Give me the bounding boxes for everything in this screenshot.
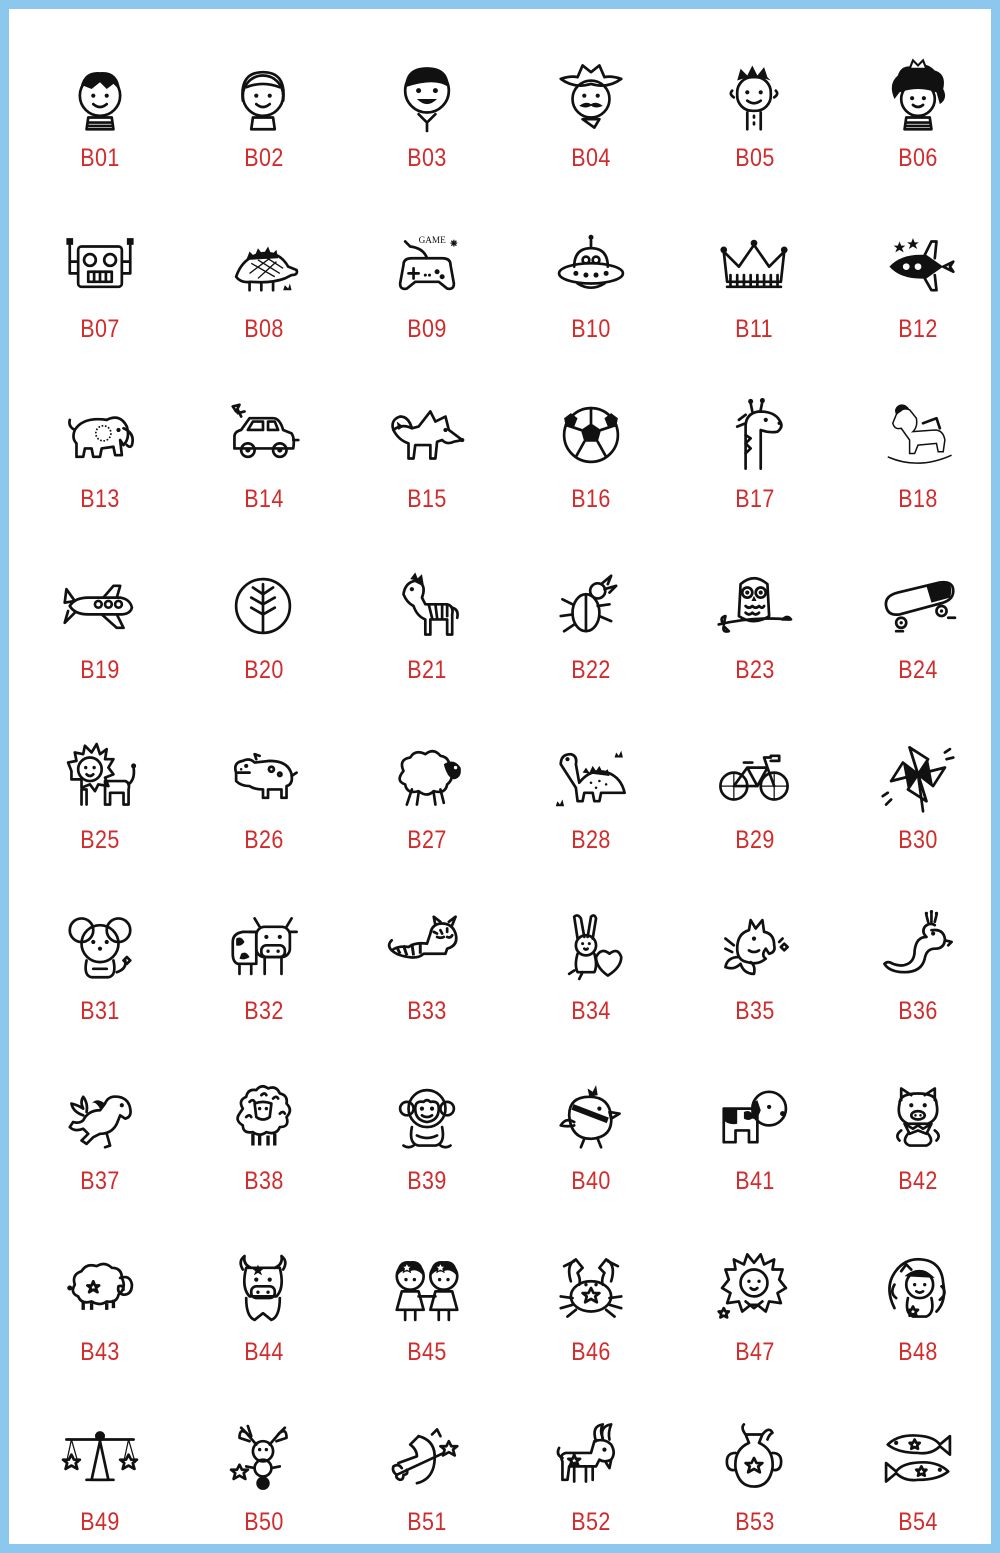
mouse-icon	[58, 905, 142, 989]
stamp-item	[18, 1041, 182, 1212]
stamp-item	[182, 700, 346, 871]
stamp-item	[18, 1382, 182, 1553]
stamp-code-label: B32	[243, 996, 284, 1025]
stamp-code-label: B21	[407, 655, 447, 684]
stamp-code-label: B48	[898, 1337, 938, 1366]
stamp-item	[836, 1041, 1000, 1212]
stamp-item	[509, 1212, 673, 1383]
stamp-code-label: B38	[243, 1167, 284, 1196]
stamp-code-label: B43	[80, 1337, 120, 1366]
stamp-code-label: B45	[407, 1337, 447, 1366]
stamp-code-label: B40	[571, 1167, 611, 1196]
smiling-boy-face-icon	[385, 52, 469, 136]
puppy-icon	[712, 1075, 796, 1159]
stamp-code-label: B09	[407, 314, 447, 343]
stamp-code-label: B27	[407, 826, 447, 855]
stamp-code-label: B35	[734, 996, 775, 1025]
stamp-code-label: B33	[407, 996, 447, 1025]
stamp-code-label: B54	[898, 1508, 938, 1537]
stamp-item	[182, 1212, 346, 1383]
stamp-code-label: B18	[898, 485, 938, 514]
mustache-cowboy-face-icon	[549, 52, 633, 136]
stamp-item	[182, 1041, 346, 1212]
stamp-code-label: B17	[734, 485, 775, 514]
stamp-code-label: B26	[243, 826, 284, 855]
stamp-item	[509, 530, 673, 701]
sheep-icon	[385, 734, 469, 818]
stamp-item	[18, 1212, 182, 1383]
stamp-item	[673, 189, 837, 360]
stamp-item	[345, 1212, 509, 1383]
stamp-item	[673, 700, 837, 871]
stamp-item	[836, 18, 1000, 189]
stamp-item	[673, 1041, 837, 1212]
bicycle-icon	[712, 734, 796, 818]
stamp-item	[18, 189, 182, 360]
stamp-item	[673, 871, 837, 1042]
owl-on-branch-icon	[712, 564, 796, 648]
girl-crown-face-icon	[876, 52, 960, 136]
stamp-item	[509, 700, 673, 871]
scorpio-icon	[221, 1416, 305, 1500]
stamp-code-label: B28	[571, 826, 611, 855]
stamp-item	[18, 530, 182, 701]
rabbit-heart-icon	[549, 905, 633, 989]
stamp-item	[18, 871, 182, 1042]
stamp-item	[836, 359, 1000, 530]
gemini-twins-icon	[385, 1246, 469, 1330]
crown-icon	[712, 223, 796, 307]
aquarius-vase-icon	[712, 1416, 796, 1500]
stamp-item	[18, 700, 182, 871]
sagittarius-bow-icon	[385, 1416, 469, 1500]
stamp-code-label: B39	[407, 1167, 447, 1196]
stamp-code-label: B51	[407, 1508, 447, 1537]
stamp-item	[182, 1382, 346, 1553]
leaf-circle-icon	[221, 564, 305, 648]
stamp-item	[673, 18, 837, 189]
pig-icon	[876, 1075, 960, 1159]
stamp-item	[673, 359, 837, 530]
stamp-item	[673, 530, 837, 701]
stamp-item	[182, 189, 346, 360]
stamp-item	[345, 359, 509, 530]
stamp-code-label: B04	[571, 144, 611, 172]
stamp-item	[345, 530, 509, 701]
stamp-code-label: B25	[80, 826, 120, 855]
stamp-item	[509, 871, 673, 1042]
stamp-code-label: B44	[243, 1337, 284, 1366]
stamp-item	[182, 871, 346, 1042]
toy-car-icon	[221, 393, 305, 477]
pinwheel-icon	[876, 734, 960, 818]
stamp-code-label: B15	[407, 485, 447, 514]
stamp-code-label: B05	[734, 144, 775, 172]
stamp-item	[509, 189, 673, 360]
stamp-code-label: B31	[80, 996, 120, 1025]
stamp-item	[345, 871, 509, 1042]
stegosaurus-icon	[221, 223, 305, 307]
stamp-code-label: B29	[734, 826, 775, 855]
stamp-code-label: B22	[571, 655, 611, 684]
stamp-code-label: B52	[571, 1508, 611, 1537]
stamp-code-label: B12	[898, 314, 938, 343]
stamp-code-label: B47	[734, 1337, 775, 1366]
stamp-code-label: B13	[80, 485, 120, 514]
stamp-item	[345, 189, 509, 360]
giraffe-icon	[712, 393, 796, 477]
stamp-item	[673, 1382, 837, 1553]
stamp-item	[673, 1212, 837, 1383]
dragon-icon	[712, 905, 796, 989]
soccer-ball-icon	[549, 393, 633, 477]
virgo-girl-icon	[876, 1246, 960, 1330]
boy-spiky-hair-icon	[712, 52, 796, 136]
capricorn-goat-icon	[549, 1416, 633, 1500]
stamp-item	[182, 359, 346, 530]
skateboard-icon	[876, 564, 960, 648]
stamp-item	[345, 1041, 509, 1212]
stamp-code-label: B03	[407, 144, 447, 172]
stamp-code-label: B41	[734, 1167, 775, 1196]
stamp-code-label: B42	[898, 1167, 938, 1196]
lion-icon	[58, 734, 142, 818]
stamp-code-label: B07	[80, 314, 120, 343]
dinosaur-icon	[549, 734, 633, 818]
stamp-code-label: B02	[243, 144, 284, 172]
stamp-item	[836, 189, 1000, 360]
ufo-icon	[549, 223, 633, 307]
snake-icon	[876, 905, 960, 989]
stamp-code-label: B53	[734, 1508, 775, 1537]
stamp-code-label: B06	[898, 144, 938, 172]
fox-icon	[385, 393, 469, 477]
stamp-item	[836, 1212, 1000, 1383]
stamp-item	[836, 871, 1000, 1042]
curly-sheep-icon	[221, 1075, 305, 1159]
stamp-item	[345, 1382, 509, 1553]
stamp-item	[345, 700, 509, 871]
stamp-item	[345, 18, 509, 189]
stamp-item	[509, 1382, 673, 1553]
stamp-item	[18, 359, 182, 530]
stamp-code-label: B46	[571, 1337, 611, 1366]
leo-lion-icon	[712, 1246, 796, 1330]
stamp-code-label: B14	[243, 485, 284, 514]
stamp-code-label: B11	[735, 314, 774, 343]
stamp-code-label: B24	[898, 655, 938, 684]
stamp-code-label: B23	[734, 655, 775, 684]
stamp-item	[509, 1041, 673, 1212]
boy-face-icon	[58, 52, 142, 136]
running-horse-icon	[58, 1075, 142, 1159]
stamp-code-label: B10	[571, 314, 611, 343]
aries-ram-icon	[58, 1246, 142, 1330]
stamp-code-label: B36	[898, 996, 938, 1025]
stamp-grid	[18, 18, 1000, 1553]
elephant-icon	[58, 393, 142, 477]
stamp-code-label: B37	[80, 1167, 120, 1196]
libra-scales-icon	[58, 1416, 142, 1500]
stamp-item	[836, 700, 1000, 871]
zebra-icon	[385, 564, 469, 648]
stamp-code-label: B01	[80, 144, 120, 172]
rocket-icon	[876, 223, 960, 307]
stamp-code-label: B50	[243, 1508, 284, 1537]
stamp-code-label: B19	[80, 655, 120, 684]
monkey-icon	[385, 1075, 469, 1159]
stamp-item	[509, 359, 673, 530]
rocking-horse-icon	[876, 393, 960, 477]
sleeping-tiger-icon	[385, 905, 469, 989]
icon-text: GAME	[418, 234, 446, 245]
stamp-code-label: B30	[898, 826, 938, 855]
stamp-item	[182, 18, 346, 189]
stamp-item	[18, 18, 182, 189]
chick-icon	[549, 1075, 633, 1159]
stamp-item	[836, 530, 1000, 701]
taurus-bull-icon	[221, 1246, 305, 1330]
stamp-code-label: B34	[571, 996, 611, 1025]
stamp-item	[182, 530, 346, 701]
stag-beetle-icon	[549, 564, 633, 648]
pisces-fish-icon	[876, 1416, 960, 1500]
stamp-item	[509, 18, 673, 189]
airplane-icon	[58, 564, 142, 648]
stamp-item	[836, 1382, 1000, 1553]
game-controller-icon	[385, 223, 469, 307]
hippo-icon	[221, 734, 305, 818]
cow-icon	[221, 905, 305, 989]
stamp-code-label: B49	[80, 1508, 120, 1537]
stamp-code-label: B16	[571, 485, 611, 514]
stamp-code-label: B08	[243, 314, 284, 343]
girl-bob-face-icon	[221, 52, 305, 136]
cancer-crab-icon	[549, 1246, 633, 1330]
robot-head-icon	[58, 223, 142, 307]
stamp-code-label: B20	[243, 655, 284, 684]
